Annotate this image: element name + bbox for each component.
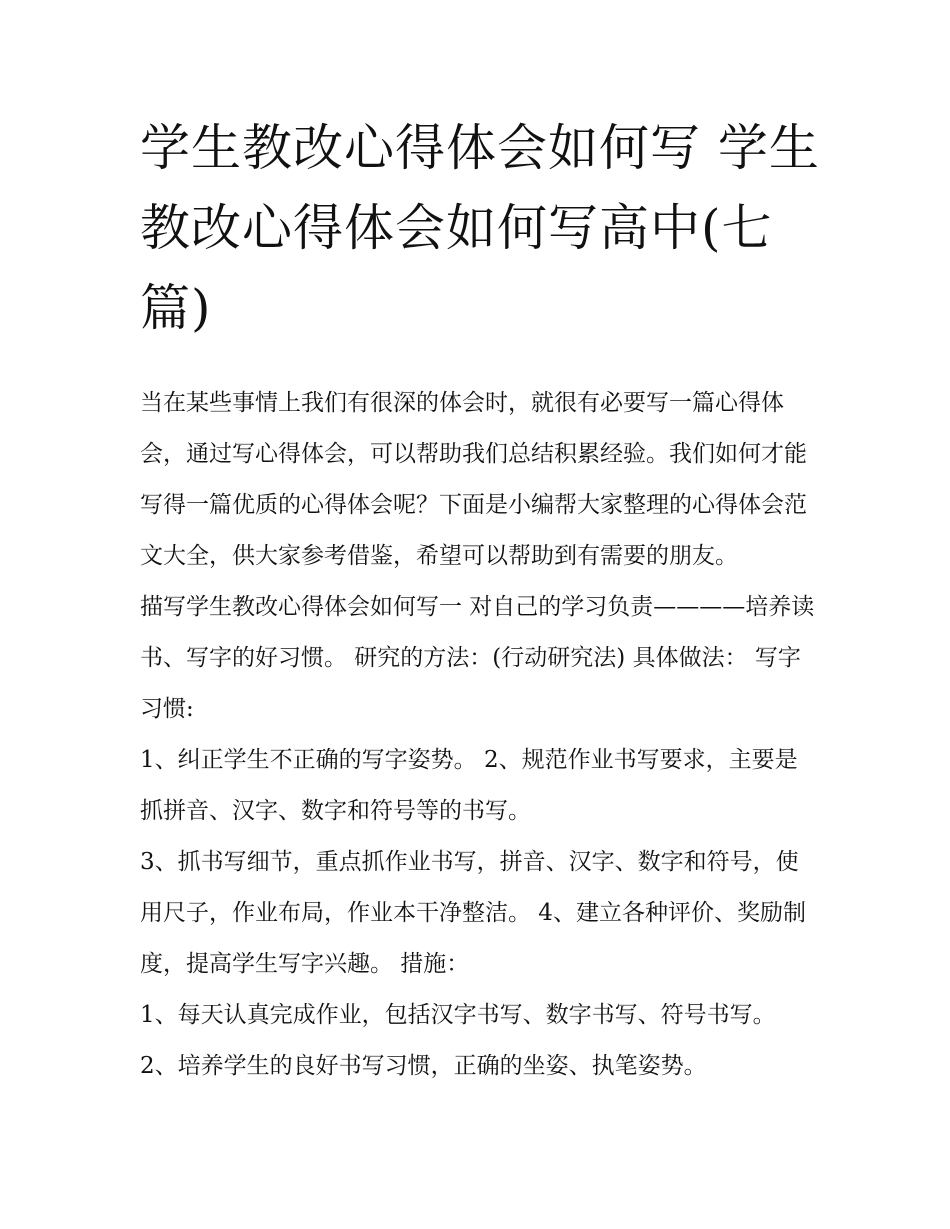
list-paragraph: 1、每天认真完成作业，包括汉字书写、数字书写、符号书写。 2、培养学生的良好书写习惯，正确的坐姿、执笔姿势。 xyxy=(140,1002,776,1079)
document-title: 学生教改心得体会如何写 学生教改心得体会如何写高中(七篇) xyxy=(140,119,820,337)
section-paragraph: 描写学生教改心得体会如何写一 对自己的学习负责————培养读书、写字的好习惯。 研究的方法：(行动研究法) 具体做法： 写字习惯: xyxy=(140,594,815,722)
document-page xyxy=(140,108,820,1092)
list-paragraph: 1、纠正学生不正确的写字姿势。 2、规范作业书写要求，主要是抓拼音、汉字、数字和符号等的书写。 xyxy=(140,747,798,824)
document-body xyxy=(140,378,820,1092)
intro-paragraph: 当在某些事情上我们有很深的体会时，就很有必要写一篇心得体会，通过写心得体会，可以帮助我们总结积累经验。我们如何才能写得一篇优质的心得体会呢？下面是小编帮大家整理的心得体会范文大全，供大家参考借鉴，希望可以帮助到有需要的朋友。 xyxy=(140,390,807,569)
list-paragraph: 3、抓书写细节，重点抓作业书写，拼音、汉字、数字和符号，使用尺子，作业布局，作业本干净整洁。 4、建立各种评价、奖励制度，提高学生写字兴趣。 措施： xyxy=(140,849,806,977)
